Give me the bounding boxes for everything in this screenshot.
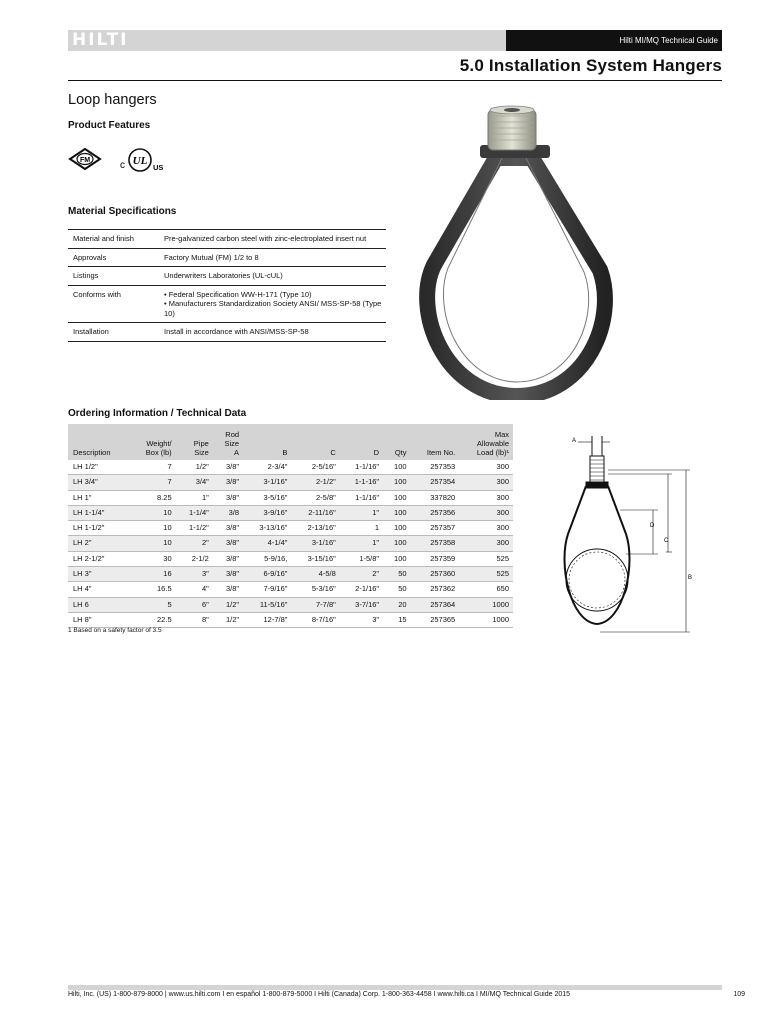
table-cell: 1-1/4": [176, 505, 213, 520]
table-cell: 650: [459, 582, 513, 597]
column-header-line: Box (lb): [145, 448, 172, 457]
section-title: 5.0 Installation System Hangers: [459, 56, 722, 75]
column-header: [291, 424, 339, 460]
table-cell: 3/8": [213, 475, 243, 490]
table-cell: LH 3/4": [68, 475, 130, 490]
column-header: [383, 424, 410, 460]
table-cell: LH 1": [68, 490, 130, 505]
table-cell: 100: [383, 521, 410, 536]
column-header-line: Size: [224, 439, 240, 448]
table-cell: 1-1/2": [176, 521, 213, 536]
table-cell: 50: [383, 582, 410, 597]
spec-label: Conforms with: [68, 285, 159, 323]
column-header-line: B: [282, 448, 288, 457]
table-cell: 7-7/8": [291, 597, 339, 612]
table-cell: 3/8": [213, 490, 243, 505]
table-cell: 257356: [411, 505, 460, 520]
table-cell: 1/2": [213, 612, 243, 627]
table-cell: 100: [383, 460, 410, 475]
spec-row: [68, 267, 386, 286]
table-cell: 525: [459, 551, 513, 566]
table-cell: 6-9/16": [243, 567, 291, 582]
table-cell: 3-1/16": [291, 536, 339, 551]
table-cell: 3-9/16": [243, 505, 291, 520]
table-cell: 257360: [411, 567, 460, 582]
spec-value-line: • Federal Specification WW-H-171 (Type 10): [164, 289, 312, 299]
column-header-line: D: [373, 448, 380, 457]
table-cell: 1-5/8": [340, 551, 383, 566]
spec-value-line: • Manufacturers Standardization Society ANSI/ MSS-SP-58 (Type 10): [164, 299, 382, 318]
table-cell: 257358: [411, 536, 460, 551]
table-cell: LH 8": [68, 612, 130, 627]
column-header-line: Allowable: [476, 439, 509, 448]
column-header-line: Pipe: [193, 439, 209, 448]
table-cell: 1/2": [213, 597, 243, 612]
certification-marks: [68, 142, 178, 178]
table-row: [68, 490, 513, 505]
table-cell: 10: [130, 521, 175, 536]
table-cell: 257357: [411, 521, 460, 536]
spec-value: [159, 285, 386, 323]
table-cell: 3-15/16": [291, 551, 339, 566]
table-cell: 1-1/16": [340, 490, 383, 505]
column-header: [340, 424, 383, 460]
table-cell: 3/8": [213, 521, 243, 536]
ul-prefix: c: [120, 160, 125, 171]
table-cell: 2-1/16": [340, 582, 383, 597]
table-cell: 12-7/8": [243, 612, 291, 627]
table-row: [68, 582, 513, 597]
loop-hanger-photo: [404, 100, 622, 400]
table-cell: 2": [176, 536, 213, 551]
table-row: [68, 612, 513, 627]
table-cell: 3/8": [213, 582, 243, 597]
hanger-drawing: [565, 436, 630, 624]
table-cell: 6": [176, 597, 213, 612]
table-cell: 4-1/4": [243, 536, 291, 551]
table-cell: 20: [383, 597, 410, 612]
table-cell: 257365: [411, 612, 460, 627]
table-cell: 22.5: [130, 612, 175, 627]
spec-label: Approvals: [68, 248, 159, 267]
column-header-line: Load (lb)¹: [476, 448, 509, 457]
column-header: [130, 424, 175, 460]
table-cell: 8.25: [130, 490, 175, 505]
table-cell: 2": [340, 567, 383, 582]
table-cell: 3-5/16": [243, 490, 291, 505]
table-cell: 2-5/16": [291, 460, 339, 475]
table-cell: 300: [459, 460, 513, 475]
table-cell: 1": [176, 490, 213, 505]
table-cell: LH 6: [68, 597, 130, 612]
ul-suffix: US: [153, 163, 164, 172]
table-row: [68, 460, 513, 475]
table-cell: 16: [130, 567, 175, 582]
spec-row: [68, 285, 386, 323]
table-cell: 2-5/8": [291, 490, 339, 505]
column-header-line: A: [234, 448, 240, 457]
column-header: [176, 424, 213, 460]
table-cell: LH 2": [68, 536, 130, 551]
spec-value-line: Underwriters Laboratories (UL-cUL): [164, 271, 283, 280]
table-cell: 3-1/16": [243, 475, 291, 490]
table-cell: 3": [340, 612, 383, 627]
table-cell: 1: [340, 521, 383, 536]
table-cell: 525: [459, 567, 513, 582]
ordering-heading: Ordering Information / Technical Data: [68, 408, 247, 419]
column-header-line: Description: [73, 448, 111, 457]
table-cell: 5-9/16,: [243, 551, 291, 566]
ordering-table: [68, 424, 513, 628]
column-header-line: C: [330, 448, 336, 457]
spec-value-line: Pre-galvanized carbon steel with zinc-electroplated insert nut: [164, 234, 367, 243]
footer-contact: Hilti, Inc. (US) 1-800-879-8000 | www.us.hilti.com I en español 1-800-879-5000 I Hilti (Canada) Corp. 1-800-363-4458 I www.hilti.ca I MI/MQ Technical Guide 2015: [68, 991, 571, 998]
ul-mark-text: UL: [132, 155, 148, 167]
table-cell: 3-13/16": [243, 521, 291, 536]
table-cell: 15: [383, 612, 410, 627]
table-cell: 2-11/16": [291, 505, 339, 520]
table-cell: 2-3/4": [243, 460, 291, 475]
product-features-heading: Product Features: [68, 120, 151, 131]
table-cell: 1/2": [176, 460, 213, 475]
table-cell: 257354: [411, 475, 460, 490]
table-cell: 5: [130, 597, 175, 612]
table-cell: 300: [459, 490, 513, 505]
table-row: [68, 521, 513, 536]
dimension-diagram: [548, 434, 708, 644]
spec-value: [159, 248, 386, 267]
label-c: C: [664, 538, 669, 544]
table-cell: LH 1/2": [68, 460, 130, 475]
table-cell: 100: [383, 551, 410, 566]
table-cell: 16.5: [130, 582, 175, 597]
table-cell: 4-5/8: [291, 567, 339, 582]
table-cell: 257353: [411, 460, 460, 475]
table-cell: 300: [459, 521, 513, 536]
table-cell: 3/8": [213, 536, 243, 551]
column-header-line: Rod: [225, 430, 240, 439]
spec-label: Material and finish: [68, 230, 159, 249]
table-cell: 1-1/16": [340, 460, 383, 475]
table-cell: 257364: [411, 597, 460, 612]
table-cell: 3/4": [176, 475, 213, 490]
spec-label: Listings: [68, 267, 159, 286]
label-d: D: [650, 523, 655, 529]
table-cell: 3": [176, 567, 213, 582]
column-header-line: Size: [194, 448, 209, 457]
table-cell: 3/8: [213, 505, 243, 520]
column-header: [68, 424, 130, 460]
table-cell: 7: [130, 460, 175, 475]
table-cell: 1000: [459, 612, 513, 627]
table-footnote: 1 Based on a safety factor of 3.5: [68, 627, 162, 634]
table-cell: 1": [340, 505, 383, 520]
table-cell: 2-1/2: [176, 551, 213, 566]
fm-mark-text: FM: [79, 157, 91, 164]
table-cell: LH 1-1/4": [68, 505, 130, 520]
table-cell: 1-1-16": [340, 475, 383, 490]
table-cell: 337820: [411, 490, 460, 505]
table-row: [68, 475, 513, 490]
table-row: [68, 551, 513, 566]
spec-row: [68, 323, 386, 342]
column-header-line: Qty: [394, 448, 407, 457]
table-cell: 5-3/16": [291, 582, 339, 597]
table-cell: 10: [130, 505, 175, 520]
table-cell: 257362: [411, 582, 460, 597]
label-b: B: [688, 575, 693, 581]
table-cell: LH 1-1/2": [68, 521, 130, 536]
table-cell: 1000: [459, 597, 513, 612]
page-title: Loop hangers: [68, 92, 157, 108]
table-cell: LH 2-1/2": [68, 551, 130, 566]
ul-listed-icon: [120, 149, 163, 172]
column-header: [411, 424, 460, 460]
table-cell: LH 3": [68, 567, 130, 582]
spec-value: [159, 230, 386, 249]
spec-row: [68, 248, 386, 267]
table-row: [68, 567, 513, 582]
guide-label: Hilti MI/MQ Technical Guide: [506, 30, 722, 51]
page-number: 109: [733, 991, 745, 998]
table-cell: 3/8": [213, 567, 243, 582]
table-cell: 2-1/2": [291, 475, 339, 490]
table-cell: 3-7/16": [340, 597, 383, 612]
footer-rule: [68, 985, 722, 990]
table-cell: 100: [383, 490, 410, 505]
table-cell: 300: [459, 505, 513, 520]
table-cell: 30: [130, 551, 175, 566]
table-cell: 3/8": [213, 551, 243, 566]
table-cell: 1": [340, 536, 383, 551]
column-header: [213, 424, 243, 460]
fm-approved-icon: [70, 149, 100, 169]
spec-label: Installation: [68, 323, 159, 342]
header-bar: [68, 30, 722, 51]
table-row: [68, 597, 513, 612]
column-header-line: Item No.: [426, 448, 456, 457]
spec-value: [159, 323, 386, 342]
column-header: [459, 424, 513, 460]
table-cell: 4": [176, 582, 213, 597]
table-cell: 11-5/16": [243, 597, 291, 612]
column-header-line: Max: [494, 430, 509, 439]
table-cell: 8-7/16": [291, 612, 339, 627]
spec-value: [159, 267, 386, 286]
table-cell: 300: [459, 536, 513, 551]
table-cell: 100: [383, 475, 410, 490]
table-cell: 7-9/16": [243, 582, 291, 597]
column-header-line: Weight/: [146, 439, 172, 448]
label-a: A: [572, 438, 577, 444]
hilti-logo: HILTI: [72, 30, 129, 50]
header-rule: [68, 80, 722, 81]
table-cell: 8": [176, 612, 213, 627]
table-cell: 3/8": [213, 460, 243, 475]
table-cell: 100: [383, 505, 410, 520]
material-specs-table: [68, 229, 386, 342]
table-cell: 50: [383, 567, 410, 582]
table-cell: 10: [130, 536, 175, 551]
table-cell: 100: [383, 536, 410, 551]
table-cell: 7: [130, 475, 175, 490]
material-specs-heading: Material Specifications: [68, 206, 177, 217]
table-row: [68, 505, 513, 520]
table-cell: 2-13/16": [291, 521, 339, 536]
column-header: [243, 424, 291, 460]
table-row: [68, 536, 513, 551]
table-cell: LH 4": [68, 582, 130, 597]
table-cell: 300: [459, 475, 513, 490]
table-cell: 257359: [411, 551, 460, 566]
spec-value-line: Factory Mutual (FM) 1/2 to 8: [164, 252, 259, 262]
spec-row: [68, 230, 386, 249]
spec-value-line: Install in accordance with ANSI/MSS-SP-58: [164, 327, 309, 336]
